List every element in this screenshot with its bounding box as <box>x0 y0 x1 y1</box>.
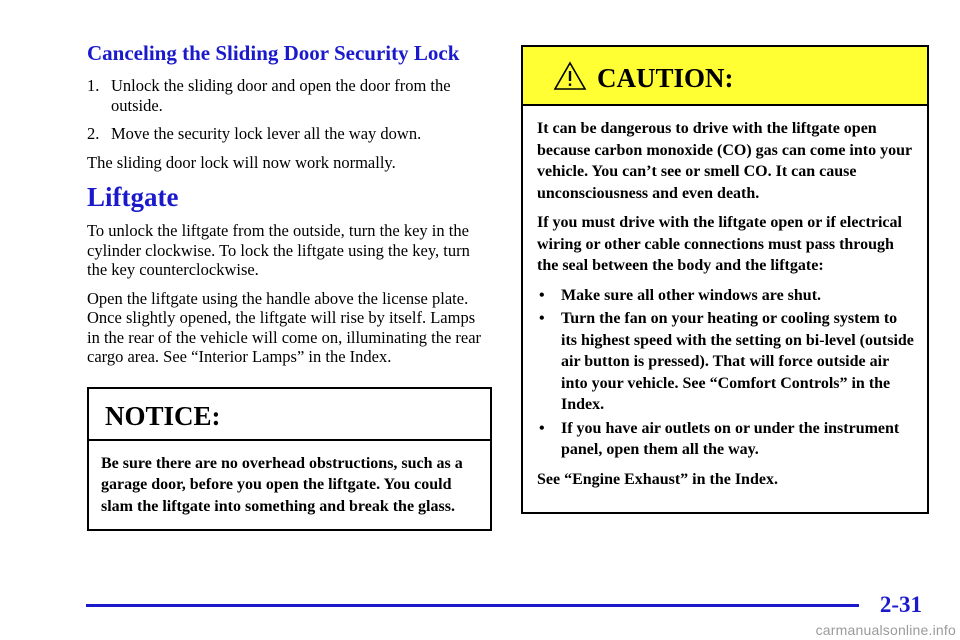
list-item <box>87 124 492 144</box>
list-item <box>87 76 492 115</box>
page-number: 2-31 <box>879 592 922 617</box>
bullet-icon: • <box>539 310 545 327</box>
step-number: 1. <box>87 76 100 95</box>
section-heading-liftgate: Liftgate <box>87 182 179 212</box>
notice-body: Be sure there are no overhead obstructions, such as a garage door, before you open the liftgate. You could slam the liftgate into something and break the glass. <box>101 454 463 515</box>
notice-title: NOTICE: <box>89 389 490 441</box>
caution-header <box>523 47 927 106</box>
liftgate-paragraph-1: To unlock the liftgate from the outside, turn the key in the cylinder clockwise. To lock the liftgate using the key, turn the key counterclockwise. <box>87 221 470 279</box>
bullet-icon: • <box>539 286 545 304</box>
section-subheading: Canceling the Sliding Door Security Lock <box>87 41 460 65</box>
caution-paragraph-1: It can be dangerous to drive with the liftgate open because carbon monoxide (CO) gas can come into your vehicle. You can’t see or smell CO. It can cause unconsciousness and even death. <box>537 120 912 202</box>
list-item <box>537 308 915 416</box>
caution-box <box>521 45 929 514</box>
left-column <box>87 40 492 531</box>
list-item <box>537 418 915 461</box>
bullet-icon: • <box>539 419 545 437</box>
watermark: carmanualsonline.info <box>815 622 956 638</box>
caution-title: CAUTION: <box>597 62 734 93</box>
after-steps-text: The sliding door lock will now work normally. <box>87 152 396 172</box>
caution-body <box>523 106 927 512</box>
step-text: Move the security lock lever all the way down. <box>111 124 422 143</box>
liftgate-paragraph-2: Open the liftgate using the handle above the license plate. Once slightly opened, the liftgate will rise by itself. Lamps in the rear of the vehicle will come on, illuminating the rear cargo area. See “Interior Lamps” in the Index. <box>87 288 482 366</box>
right-column <box>521 45 929 514</box>
bullet-text: If you have air outlets on or under the instrument panel, open them all the way. <box>561 419 900 458</box>
caution-bullets <box>537 285 915 461</box>
footer-rule <box>86 604 859 607</box>
step-number: 2. <box>87 124 100 143</box>
notice-box <box>87 387 492 532</box>
steps-list <box>87 76 492 144</box>
step-text: Unlock the sliding door and open the door from the outside. <box>111 76 451 115</box>
caution-paragraph-2: If you must drive with the liftgate open or if electrical wiring or other cable connections must pass through the seal between the body and the liftgate: <box>537 214 902 274</box>
warning-triangle-icon <box>553 61 587 91</box>
bullet-text: Turn the fan on your heating or cooling system to its highest speed with the setting on bi-level (outside air button is pressed). That will force outside air into your vehicle. See “Comfort Controls” in the Index. <box>561 310 914 413</box>
bullet-text: Make sure all other windows are shut. <box>561 286 822 304</box>
caution-closing: See “Engine Exhaust” in the Index. <box>537 470 778 488</box>
list-item <box>537 285 915 307</box>
